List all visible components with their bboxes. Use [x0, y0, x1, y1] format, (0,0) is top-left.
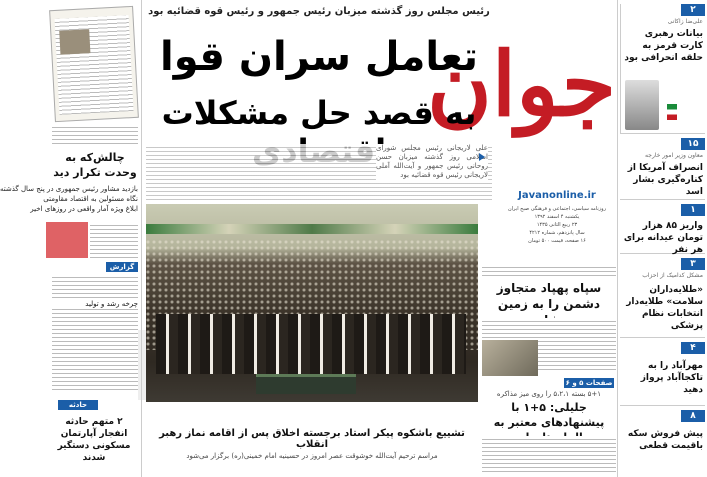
- page-number-badge: ۲: [681, 4, 705, 16]
- photo-caption-text: مراسم ترحیم آیت‌الله خوشوقت عصر امروز در حسینیه امام خمینی(ره) برگزار می‌شود: [186, 452, 438, 460]
- masthead-issue: سال پانزدهم، شماره ۴۲۱۲: [529, 230, 585, 236]
- bullet-item[interactable]: ابلاغ ویژه آمار واقعی در روزهای اخیر: [30, 205, 138, 213]
- site-url[interactable]: Javanonline.ir: [518, 190, 596, 201]
- story-kicker: علی‌ضا زاکانی: [667, 18, 703, 25]
- person-photo: [625, 80, 659, 130]
- banner-strip: [146, 224, 478, 234]
- story-title: انصراف آمریکا از کناره‌گیری بشار اسد: [627, 163, 703, 197]
- story-title: مهرآباد را به تاکجاآباد پرواز دهید: [640, 361, 703, 395]
- masthead-subtitle: روزنامه سیاسی، اجتماعی و فرهنگی صبح ایران: [507, 206, 607, 212]
- coffin: [256, 374, 356, 394]
- advert-side-text: [90, 222, 138, 258]
- left-bullet-list: [0, 184, 138, 218]
- bullet-item[interactable]: نگاه مسئولین به اقتصاد مقاومتی: [43, 195, 138, 203]
- mid-sub-text: ۵+۱ بسته ۵،۲،۱ را روی میز مذاکره: [496, 390, 602, 398]
- main-headline[interactable]: تعامل سران قوا: [160, 34, 478, 80]
- right-story-1[interactable]: [620, 4, 705, 134]
- mid-story-text: [482, 264, 616, 276]
- story-title: پیش فروش سکه باقیمت قطعی: [627, 429, 703, 451]
- lead-text: علی لاریجانی رئیس مجلس شورای اسلامی روز گذشته میزبان حسن روحانی رئیس جمهور و آیت‌الله آملی لاریجانی رئیس قوه قضائیه بود: [376, 144, 488, 179]
- column-divider: [141, 0, 142, 477]
- masthead-date-2: ۲۳ ربیع الثانی ۱۴۳۵: [536, 222, 578, 228]
- front-row: [156, 314, 466, 374]
- right-story-5[interactable]: [620, 342, 705, 406]
- mid-tag: صفحات ۵ و ۶: [565, 379, 613, 387]
- left-thumbnail[interactable]: [49, 6, 139, 122]
- photo-caption-title[interactable]: تشییع باشکوه پیکر استاد برجسته اخلاق پس از اقامه نماز رهبر انقلاب: [159, 428, 465, 450]
- left-section-tag: گزارش: [106, 262, 138, 272]
- left-headline[interactable]: چالش‌که به وحدت تکرار دید: [53, 151, 137, 179]
- left-tag-2: حادثه: [58, 400, 98, 410]
- main-kicker: رئیس مجلس روز گذشته میزبان رئیس جمهور و رئیس قوه قضائیه بود: [148, 6, 490, 17]
- story-title: بیانات رهبری کارت قرمز به حلقه انحرافی بود: [624, 29, 703, 63]
- left-news-item[interactable]: چرخه رشد و تولید: [52, 300, 138, 309]
- page-number-badge: ۳: [681, 258, 705, 270]
- story-kicker: مشکل کدامیک از احزاب: [642, 272, 703, 279]
- left-news-list: [52, 274, 138, 392]
- photo-credit: [138, 330, 146, 400]
- main-subheadline[interactable]: به قصد حل مشکلات: [161, 94, 477, 132]
- right-story-4[interactable]: [620, 258, 705, 338]
- page-number-badge: ۸: [681, 410, 705, 422]
- masthead-price: ۱۶ صفحه، قیمت ۵۰۰ تومان: [528, 238, 586, 244]
- page-number-badge: ۴: [681, 342, 705, 354]
- bullet-item[interactable]: بازدید مشاور رئیس جمهوری در پنج سال گذشته: [0, 185, 138, 193]
- left-bottom-headline[interactable]: ۲ متهم حادثه انفجار آپارتمان مسکونی دستگیر شدند: [57, 417, 131, 463]
- soldiers-photo: [482, 340, 538, 376]
- page-number-badge: ۱: [681, 204, 705, 216]
- mid-sub-headline[interactable]: جلیلی: ۵+۱ با پیشنهادهای معتبر به: [493, 401, 605, 429]
- iran-flag-icon: [667, 104, 677, 120]
- story-title: «طلایه‌داران سلامت» طلایه‌دار انتخابات نظام پزشکی: [626, 285, 703, 331]
- story-kicker: معاون وزیر امور خارجه: [645, 152, 703, 159]
- main-photo[interactable]: [146, 204, 478, 402]
- right-story-2[interactable]: [620, 138, 705, 200]
- masthead-logo: جوان: [427, 32, 616, 136]
- story-title: واریز ۸۵ هزار تومان عیدانه برای هر نفر: [623, 221, 703, 255]
- right-story-3[interactable]: [620, 204, 705, 254]
- right-story-6[interactable]: [620, 410, 705, 472]
- arrow-icon: [479, 153, 485, 161]
- page-number-badge: ۱۵: [681, 138, 705, 150]
- masthead-date: یکشنبه ۴ اسفند ۱۳۹۲: [534, 214, 580, 220]
- column-divider: [617, 0, 618, 477]
- red-advert[interactable]: [46, 222, 88, 258]
- mid-headline[interactable]: سپاه پهپاد متجاوز دشمن را به زمین: [496, 281, 602, 311]
- mid-sub-body: [482, 436, 616, 472]
- left-intro-text: [52, 124, 138, 146]
